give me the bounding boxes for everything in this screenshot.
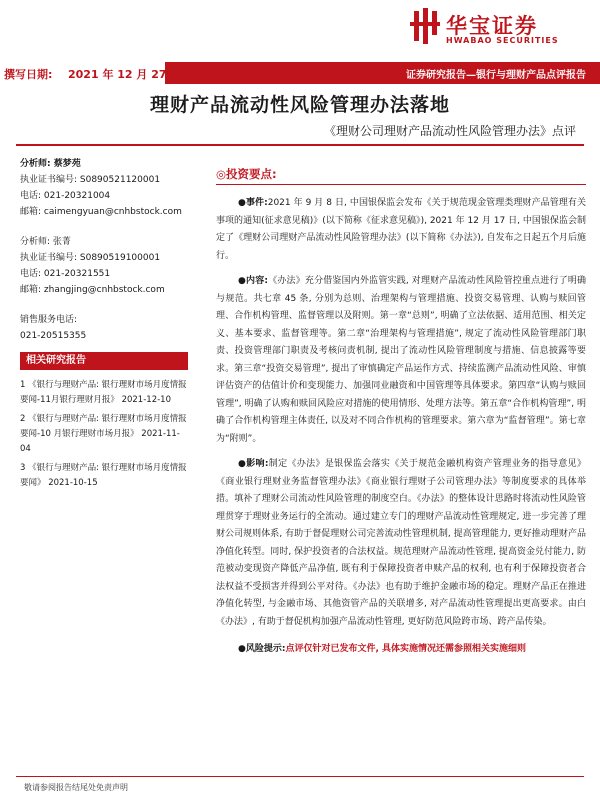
related-reports-list xyxy=(20,378,188,491)
risk-text: 点评仅针对已发布文件, 具体实施情况还需参照相关实施细则 xyxy=(285,644,527,654)
sales-phone: 021-20515355 xyxy=(20,331,87,341)
analyst-tel: 电话: 021-20321004 xyxy=(20,191,111,201)
impact-paragraph xyxy=(216,456,586,631)
analyst-name: 分析师: 蔡梦苑 xyxy=(20,159,81,169)
analyst-sidebar xyxy=(20,156,188,495)
report-type: 证券研究报告—银行与理财产品点评报告 xyxy=(406,70,586,81)
company-logo xyxy=(410,8,590,46)
sales-label: 销售服务电话: xyxy=(20,315,78,325)
analyst-tel: 电话: 021-20321551 xyxy=(20,269,111,279)
analyst-email: 邮箱: zhangjing@cnhbstock.com xyxy=(20,285,165,295)
analyst-email: 邮箱: caimengyuan@cnhbstock.com xyxy=(20,207,182,217)
report-title: 理财产品流动性风险管理办法落地 xyxy=(149,94,450,116)
analyst-cert: 执业证书编号: S0890519100001 xyxy=(20,253,161,263)
paragraph-text: 制定《办法》是银保监会落实《关于规范金融机构资产管理业务的指导意见》《商业银行理财业务监督管理办法》《商业银行理财子公司管理办法》等制度要求的具体举措。填补了理财公司流动性风险管理的制度空白。《办法》的整体设计思路时将流动性风险管理贯穿于理财业务运行的全流动。通过建立专门的理财产品流动性管理规定, 进一步完善了理财公司规则体系, 有助于督促理财公司完善流动性管理机制, 提高管理能力, 更好推动理财产品净值化转型。同时, 保护投资者的合法权益。规范理财产品流动性管理, 提高资金兑付能力, 防范被动变现资产降低产品净值, 既有利于保障投资者申赎产品的权利, 也有利于保障投资者合法权益不受损害并得到公平对待。《办法》也有助于维护金融市场的稳定。理财产品正在推进净值化转型, 与金融市场、其他资管产品的关联增多, 对产品流动性管理提出更高要求。由白《办法》, 有助于督促机构加强产品流动性管理, 更好防范风险跨市场、跨产品传染。 xyxy=(216,459,586,627)
logo-mark-icon xyxy=(410,8,440,44)
date-value: 2021 年 12 月 27 日 xyxy=(68,68,182,81)
logo-text-cn: 华宝证券 xyxy=(446,14,538,38)
paragraph-lead: ●影响: xyxy=(238,459,269,469)
content-paragraph xyxy=(216,273,586,448)
related-report-item: 1 《银行与理财产品: 银行理财市场月度情报要闻-11月银行理财月报》 2021-12-10 xyxy=(20,380,187,405)
risk-warning xyxy=(216,641,586,658)
investment-points xyxy=(216,166,586,658)
paragraph-lead: ●内容: xyxy=(238,276,268,286)
related-report-item: 2 《银行与理财产品: 银行理财市场月度情报要闻-10 月银行理财市场月报》 2021-11-04 xyxy=(20,414,187,454)
related-report-item: 3 《银行与理财产品: 银行理财市场月度情报要闻》 2021-10-15 xyxy=(20,463,187,488)
logo-text-en: HWABAO SECURITIES xyxy=(446,36,559,45)
analyst-cert: 执业证书编号: S0890521120001 xyxy=(20,175,161,185)
title-divider xyxy=(16,144,584,146)
risk-lead: ●风险提示: xyxy=(238,644,286,654)
footer-divider xyxy=(16,776,584,777)
paragraph-lead: ●事件: xyxy=(238,198,268,208)
investment-points-heading: ◎投资要点: xyxy=(216,166,586,185)
related-reports-heading: 相关研究报告 xyxy=(20,352,188,370)
event-paragraph xyxy=(216,195,586,265)
footer-disclaimer: 敬请参阅报告结尾处免责声明 xyxy=(24,783,128,792)
analyst-name: 分析师: 张菁 xyxy=(20,237,71,247)
paragraph-text: 《办法》充分借鉴国内外监管实践, 对理财产品流动性风险管控重点进行了明确与规范。共七章 45 条, 分别为总则、治理架构与管理措施、投资交易管理、认购与赎回管理、合作机构管理、监督管理以及附则。第一章“总则”, 明确了立法依据、适用范围、相关定义、基本要求、监督管理等。第二章“治理架构与管理措施”, 规定了流动性风险管理部门职责、投资管理部门职责及考核问责机制, 提出了流动性风险管理制度与措施、信息披露等要求。第三章“投资交易管理”, 提出了审慎确定产品运作方式、持续监测产品流动性风险、审慎评估资产的估值计价和变现能力、加强同业融资和中国管理等具体要求。第四章“认购与赎回管理”, 明确了认购和赎回风险应对措施的使用情形、处理方法等。第五章“合作机构管理”, 明确了合作机构管理主体责任, 以及对不同合作机构的管理要求。第六章为“监督管理”。第七章为“附则”。 xyxy=(216,276,586,444)
paragraph-text: 2021 年 9 月 8 日, 中国银保监会发布《关于规范现金管理类理财产品管理有关事项的通知(征求意见稿)》(以下简称《征求意见稿》), 2021 年 12 月 17 日, 中国银保监会制定了《理财公司理财产品流动性风险管理办法》(以下简称《办法》), 自发布之日起五个月后施行。 xyxy=(216,198,587,261)
date-label: 撰写日期: xyxy=(4,68,53,81)
report-subtitle: 《理财公司理财产品流动性风险管理办法》点评 xyxy=(323,124,576,138)
